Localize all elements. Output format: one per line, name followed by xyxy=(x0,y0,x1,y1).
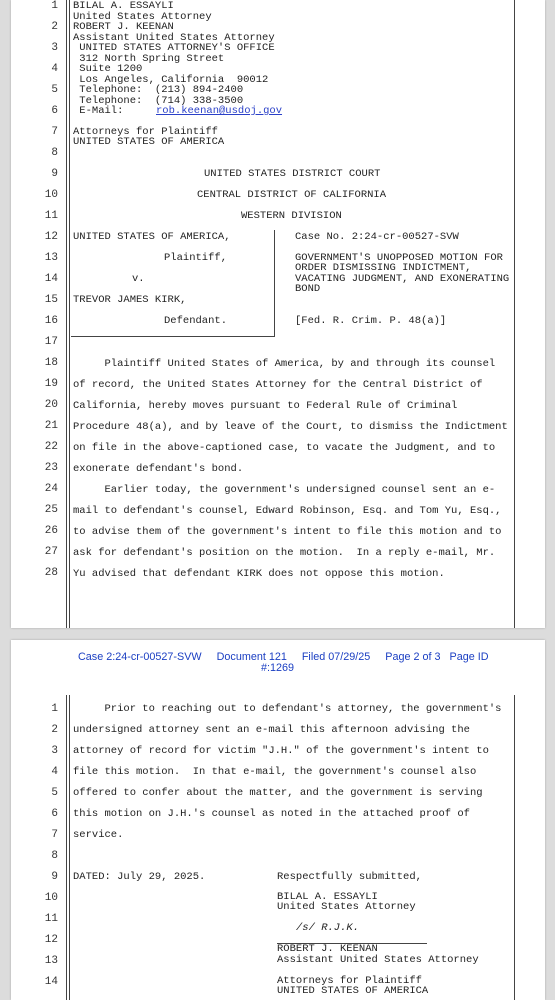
line-number: 9 xyxy=(51,871,58,883)
body-line: offered to confer about the matter, and the government is serving xyxy=(73,787,483,799)
line-number: 11 xyxy=(44,913,58,925)
body-line: ask for defendant's position on the motion. In a reply e-mail, Mr. xyxy=(73,547,496,559)
office-name: UNITED STATES ATTORNEY'S OFFICE xyxy=(73,42,275,54)
line-number: 28 xyxy=(44,567,58,579)
margin-rule-left xyxy=(66,0,67,628)
motion-title-line-4: BOND xyxy=(295,283,321,295)
office-street: 312 North Spring Street xyxy=(73,53,225,65)
line-number: 3 xyxy=(51,745,58,757)
body-line: undersigned attorney sent an e-mail this afternoon advising the xyxy=(73,724,470,736)
line-number: 14 xyxy=(44,273,58,285)
line-number: 5 xyxy=(51,787,58,799)
case-number: Case No. 2:24-cr-00527-SVW xyxy=(295,231,459,243)
rule-reference: [Fed. R. Crim. P. 48(a)] xyxy=(295,315,447,327)
line-number: 7 xyxy=(51,126,58,138)
caption-bottom-rule xyxy=(71,336,275,337)
telephone-1: Telephone: (213) 894-2400 xyxy=(73,84,244,96)
line-number: 3 xyxy=(51,42,58,54)
body-line: exonerate defendant's bond. xyxy=(73,463,244,475)
line-number: 23 xyxy=(44,462,58,474)
line-number: 1 xyxy=(51,0,58,12)
court-name: UNITED STATES DISTRICT COURT xyxy=(204,168,381,180)
assistant-name: ROBERT J. KEENAN xyxy=(73,21,174,33)
office-city: Los Angeles, California 90012 xyxy=(73,74,269,86)
dated-line: DATED: July 29, 2025. xyxy=(73,871,206,883)
electronic-signature: /s/ R.J.K. xyxy=(296,922,360,934)
body-line: Earlier today, the government's undersigned counsel sent an e- xyxy=(73,484,496,496)
line-number: 24 xyxy=(44,483,58,495)
line-number: 10 xyxy=(44,189,58,201)
office-suite: Suite 1200 xyxy=(73,63,143,75)
body-line: service. xyxy=(73,829,124,841)
signatory-title: United States Attorney xyxy=(277,901,416,913)
line-number: 25 xyxy=(44,504,58,516)
line-number: 10 xyxy=(44,892,58,904)
motion-title-line-1: GOVERNMENT'S UNOPPOSED MOTION FOR xyxy=(295,252,503,264)
body-line: Prior to reaching out to defendant's attorney, the government's xyxy=(73,703,502,715)
filing-header-line-1: Case 2:24-cr-00527-SVW Document 121 Filed 07/29/25 Page 2 of 3 Page ID xyxy=(78,651,489,663)
signer-name: ROBERT J. KEENAN xyxy=(277,943,378,955)
caption-divider xyxy=(274,230,275,336)
body-line: attorney of record for victim "J.H." of the government's intent to xyxy=(73,745,489,757)
email-label: E-Mail: xyxy=(73,105,124,117)
attorneys-for-label: Attorneys for Plaintiff xyxy=(73,126,218,138)
signatory-name: BILAL A. ESSAYLI xyxy=(277,891,378,903)
line-number: 14 xyxy=(44,976,58,988)
attorney-title: United States Attorney xyxy=(73,11,212,23)
attorney-name: BILAL A. ESSAYLI xyxy=(73,0,174,12)
attorneys-for-label: Attorneys for Plaintiff xyxy=(277,975,422,987)
defendant-name: TREVOR JAMES KIRK, xyxy=(73,294,187,306)
body-line: on file in the above-captioned case, to vacate the Judgment, and to xyxy=(73,442,496,454)
body-line: California, hereby moves pursuant to Federal Rule of Criminal xyxy=(73,400,458,412)
plaintiff-name: UNITED STATES OF AMERICA, xyxy=(73,231,231,243)
line-number: 6 xyxy=(51,105,58,117)
line-number: 2 xyxy=(51,724,58,736)
margin-rule-left xyxy=(66,695,67,1000)
pleading-page-1 xyxy=(11,0,545,628)
body-line: file this motion. In that e-mail, the government's counsel also xyxy=(73,766,477,778)
line-number: 19 xyxy=(44,378,58,390)
line-number: 7 xyxy=(51,829,58,841)
court-division: WESTERN DIVISION xyxy=(241,210,342,222)
line-number: 13 xyxy=(44,955,58,967)
body-line: Yu advised that defendant KIRK does not oppose this motion. xyxy=(73,568,445,580)
line-number: 22 xyxy=(44,441,58,453)
motion-title-line-2: ORDER DISMISSING INDICTMENT, xyxy=(295,262,472,274)
body-line: mail to defendant's counsel, Edward Robinson, Esq. and Tom Yu, Esq., xyxy=(73,505,502,517)
line-number: 9 xyxy=(51,168,58,180)
line-number: 12 xyxy=(44,231,58,243)
body-line: Procedure 48(a), and by leave of the Court, to dismiss the Indictment xyxy=(73,421,508,433)
line-number: 2 xyxy=(51,21,58,33)
filing-header-line-2: #:1269 xyxy=(261,662,295,674)
attorneys-for-party: UNITED STATES OF AMERICA xyxy=(277,985,429,997)
line-number: 26 xyxy=(44,525,58,537)
margin-rule-left-inner xyxy=(69,695,70,1000)
line-number: 16 xyxy=(44,315,58,327)
plaintiff-role: Plaintiff, xyxy=(164,252,228,264)
telephone-2: Telephone: (714) 338-3500 xyxy=(73,95,244,107)
line-number: 1 xyxy=(51,703,58,715)
pleading-page-2 xyxy=(11,640,545,1000)
signer-title: Assistant United States Attorney xyxy=(277,954,479,966)
body-line: to advise them of the government's intent to file this motion and to xyxy=(73,526,502,538)
versus-label: v. xyxy=(132,273,145,285)
court-district: CENTRAL DISTRICT OF CALIFORNIA xyxy=(197,189,387,201)
line-number: 8 xyxy=(51,850,58,862)
body-line: this motion on J.H.'s counsel as noted in the attached proof of xyxy=(73,808,470,820)
body-line: of record, the United States Attorney for the Central District of xyxy=(73,379,483,391)
defendant-role: Defendant. xyxy=(164,315,228,327)
line-number: 13 xyxy=(44,252,58,264)
line-number: 12 xyxy=(44,934,58,946)
motion-title-line-3: VACATING JUDGMENT, AND EXONERATING xyxy=(295,273,510,285)
attorneys-for-party: UNITED STATES OF AMERICA xyxy=(73,136,225,148)
margin-rule-left-inner xyxy=(69,0,70,628)
line-number: 27 xyxy=(44,546,58,558)
line-number: 21 xyxy=(44,420,58,432)
line-number: 4 xyxy=(51,766,58,778)
margin-rule-right xyxy=(514,0,515,628)
line-number: 15 xyxy=(44,294,58,306)
line-number: 18 xyxy=(44,357,58,369)
line-number: 4 xyxy=(51,63,58,75)
line-number: 5 xyxy=(51,84,58,96)
closing-line: Respectfully submitted, xyxy=(277,871,422,883)
line-number: 11 xyxy=(44,210,58,222)
body-line: Plaintiff United States of America, by and through its counsel xyxy=(73,358,496,370)
margin-rule-right xyxy=(514,695,515,1000)
assistant-title: Assistant United States Attorney xyxy=(73,32,275,44)
line-number: 6 xyxy=(51,808,58,820)
line-number: 17 xyxy=(44,336,58,348)
line-number: 20 xyxy=(44,399,58,411)
line-number: 8 xyxy=(51,147,58,159)
email-link[interactable]: rob.keenan@usdoj.gov xyxy=(156,105,283,117)
